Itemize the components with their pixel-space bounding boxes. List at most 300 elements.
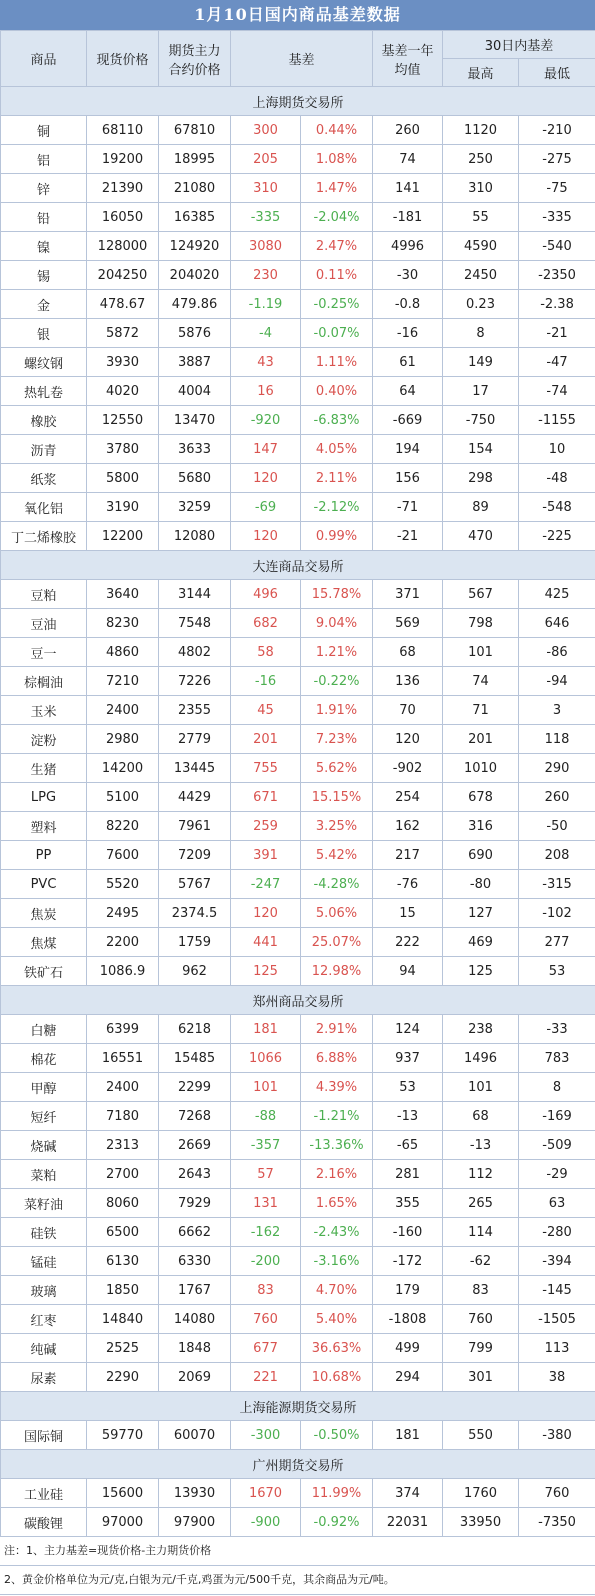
cell-basis: 221 bbox=[231, 1363, 301, 1392]
header-basis-avg-line2: 均值 bbox=[394, 62, 421, 78]
cell-basis: 131 bbox=[231, 1189, 301, 1218]
section-title: 上海能源期货交易所 bbox=[1, 1392, 595, 1421]
cell-30d-low: -280 bbox=[519, 1218, 595, 1247]
cell-basis-pct: 7.23% bbox=[301, 725, 373, 754]
cell-30d-high: 567 bbox=[443, 580, 519, 609]
cell-commodity: 锡 bbox=[1, 261, 87, 290]
table-row bbox=[1, 783, 595, 812]
cell-basis-avg: 15 bbox=[373, 899, 443, 928]
cell-30d-high: 154 bbox=[443, 435, 519, 464]
cell-basis: 259 bbox=[231, 812, 301, 841]
cell-30d-high: -13 bbox=[443, 1131, 519, 1160]
cell-30d-low: -48 bbox=[519, 464, 595, 493]
cell-basis: 496 bbox=[231, 580, 301, 609]
cell-basis-avg: -21 bbox=[373, 522, 443, 551]
cell-30d-high: 17 bbox=[443, 377, 519, 406]
cell-basis: 201 bbox=[231, 725, 301, 754]
cell-basis-pct: 4.70% bbox=[301, 1276, 373, 1305]
cell-spot-price: 6399 bbox=[87, 1015, 159, 1044]
cell-30d-low: 646 bbox=[519, 609, 595, 638]
cell-futures-price: 3144 bbox=[159, 580, 231, 609]
cell-30d-high: 68 bbox=[443, 1102, 519, 1131]
cell-30d-low: -145 bbox=[519, 1276, 595, 1305]
cell-commodity: 塑料 bbox=[1, 812, 87, 841]
table-row bbox=[1, 319, 595, 348]
cell-basis-avg: 355 bbox=[373, 1189, 443, 1218]
cell-basis: -357 bbox=[231, 1131, 301, 1160]
table-row bbox=[1, 667, 595, 696]
cell-30d-high: 112 bbox=[443, 1160, 519, 1189]
cell-spot-price: 68110 bbox=[87, 116, 159, 145]
cell-basis-avg: -76 bbox=[373, 870, 443, 899]
cell-basis-avg: 499 bbox=[373, 1334, 443, 1363]
cell-futures-price: 2779 bbox=[159, 725, 231, 754]
cell-futures-price: 4802 bbox=[159, 638, 231, 667]
cell-basis-avg: 254 bbox=[373, 783, 443, 812]
cell-spot-price: 8060 bbox=[87, 1189, 159, 1218]
cell-commodity: 橡胶 bbox=[1, 406, 87, 435]
cell-futures-price: 2069 bbox=[159, 1363, 231, 1392]
cell-basis: 682 bbox=[231, 609, 301, 638]
header-spot-price: 现货价格 bbox=[87, 31, 159, 87]
cell-basis-pct: 1.91% bbox=[301, 696, 373, 725]
table-row bbox=[1, 725, 595, 754]
table-row bbox=[1, 290, 595, 319]
table-row bbox=[1, 377, 595, 406]
cell-30d-low: 113 bbox=[519, 1334, 595, 1363]
cell-30d-high: 201 bbox=[443, 725, 519, 754]
table-row bbox=[1, 812, 595, 841]
cell-30d-high: 101 bbox=[443, 1073, 519, 1102]
cell-30d-high: 316 bbox=[443, 812, 519, 841]
cell-commodity: 甲醇 bbox=[1, 1073, 87, 1102]
cell-basis-pct: 1.65% bbox=[301, 1189, 373, 1218]
cell-basis-avg: -30 bbox=[373, 261, 443, 290]
cell-spot-price: 3780 bbox=[87, 435, 159, 464]
cell-basis-avg: 61 bbox=[373, 348, 443, 377]
cell-basis-avg: -0.8 bbox=[373, 290, 443, 319]
cell-futures-price: 204020 bbox=[159, 261, 231, 290]
cell-basis: 16 bbox=[231, 377, 301, 406]
cell-spot-price: 2495 bbox=[87, 899, 159, 928]
cell-basis-pct: 1.21% bbox=[301, 638, 373, 667]
cell-basis-pct: 9.04% bbox=[301, 609, 373, 638]
cell-30d-low: 760 bbox=[519, 1479, 595, 1508]
table-row bbox=[1, 1015, 595, 1044]
table-row bbox=[1, 1247, 595, 1276]
footnotes bbox=[0, 1537, 595, 1595]
cell-basis: 147 bbox=[231, 435, 301, 464]
section-header-row bbox=[1, 1392, 595, 1421]
cell-basis: 120 bbox=[231, 464, 301, 493]
cell-spot-price: 2400 bbox=[87, 696, 159, 725]
cell-30d-low: -21 bbox=[519, 319, 595, 348]
cell-basis-avg: -669 bbox=[373, 406, 443, 435]
cell-basis-avg: 74 bbox=[373, 145, 443, 174]
cell-futures-price: 4004 bbox=[159, 377, 231, 406]
cell-commodity: PVC bbox=[1, 870, 87, 899]
cell-30d-high: 4590 bbox=[443, 232, 519, 261]
cell-futures-price: 97900 bbox=[159, 1508, 231, 1537]
cell-basis-pct: 5.40% bbox=[301, 1305, 373, 1334]
cell-futures-price: 13930 bbox=[159, 1479, 231, 1508]
cell-futures-price: 15485 bbox=[159, 1044, 231, 1073]
cell-basis-avg: 53 bbox=[373, 1073, 443, 1102]
cell-commodity: 热轧卷 bbox=[1, 377, 87, 406]
cell-basis-avg: 374 bbox=[373, 1479, 443, 1508]
cell-basis: -16 bbox=[231, 667, 301, 696]
cell-spot-price: 2400 bbox=[87, 1073, 159, 1102]
cell-futures-price: 2299 bbox=[159, 1073, 231, 1102]
cell-30d-low: -540 bbox=[519, 232, 595, 261]
cell-30d-low: 3 bbox=[519, 696, 595, 725]
cell-commodity: 白糖 bbox=[1, 1015, 87, 1044]
table-row bbox=[1, 116, 595, 145]
cell-basis-avg: 371 bbox=[373, 580, 443, 609]
cell-futures-price: 6330 bbox=[159, 1247, 231, 1276]
cell-basis: 755 bbox=[231, 754, 301, 783]
cell-futures-price: 16385 bbox=[159, 203, 231, 232]
cell-spot-price: 21390 bbox=[87, 174, 159, 203]
table-row bbox=[1, 638, 595, 667]
cell-futures-price: 5876 bbox=[159, 319, 231, 348]
cell-30d-low: -210 bbox=[519, 116, 595, 145]
cell-futures-price: 5680 bbox=[159, 464, 231, 493]
cell-30d-high: 298 bbox=[443, 464, 519, 493]
cell-30d-high: 760 bbox=[443, 1305, 519, 1334]
cell-commodity: 棕榈油 bbox=[1, 667, 87, 696]
cell-commodity: 短纤 bbox=[1, 1102, 87, 1131]
cell-30d-low: 118 bbox=[519, 725, 595, 754]
cell-basis-avg: -65 bbox=[373, 1131, 443, 1160]
cell-basis-avg: 4996 bbox=[373, 232, 443, 261]
cell-30d-low: -94 bbox=[519, 667, 595, 696]
cell-commodity: 菜籽油 bbox=[1, 1189, 87, 1218]
cell-30d-low: -102 bbox=[519, 899, 595, 928]
cell-30d-high: 550 bbox=[443, 1421, 519, 1450]
cell-basis-avg: 217 bbox=[373, 841, 443, 870]
cell-basis-avg: 937 bbox=[373, 1044, 443, 1073]
cell-basis: 300 bbox=[231, 116, 301, 145]
cell-futures-price: 14080 bbox=[159, 1305, 231, 1334]
cell-spot-price: 3930 bbox=[87, 348, 159, 377]
cell-30d-low: -74 bbox=[519, 377, 595, 406]
cell-basis-avg: 22031 bbox=[373, 1508, 443, 1537]
cell-basis: 760 bbox=[231, 1305, 301, 1334]
cell-basis-pct: 1.47% bbox=[301, 174, 373, 203]
cell-futures-price: 1767 bbox=[159, 1276, 231, 1305]
cell-30d-low: 208 bbox=[519, 841, 595, 870]
cell-basis-pct: 5.42% bbox=[301, 841, 373, 870]
cell-commodity: 螺纹钢 bbox=[1, 348, 87, 377]
cell-basis: 310 bbox=[231, 174, 301, 203]
cell-futures-price: 2374.5 bbox=[159, 899, 231, 928]
table-row bbox=[1, 348, 595, 377]
cell-spot-price: 2313 bbox=[87, 1131, 159, 1160]
cell-30d-low: -275 bbox=[519, 145, 595, 174]
section-header-row bbox=[1, 551, 595, 580]
cell-commodity: 金 bbox=[1, 290, 87, 319]
cell-basis-avg: -181 bbox=[373, 203, 443, 232]
cell-basis-avg: -71 bbox=[373, 493, 443, 522]
cell-basis-avg: 141 bbox=[373, 174, 443, 203]
cell-basis: 1670 bbox=[231, 1479, 301, 1508]
cell-basis-pct: 3.25% bbox=[301, 812, 373, 841]
cell-spot-price: 16050 bbox=[87, 203, 159, 232]
cell-basis-pct: 6.88% bbox=[301, 1044, 373, 1073]
cell-basis-avg: -902 bbox=[373, 754, 443, 783]
cell-spot-price: 2200 bbox=[87, 928, 159, 957]
table-row bbox=[1, 1102, 595, 1131]
cell-spot-price: 1086.9 bbox=[87, 957, 159, 986]
cell-30d-low: 260 bbox=[519, 783, 595, 812]
cell-basis-avg: 120 bbox=[373, 725, 443, 754]
cell-30d-low: -548 bbox=[519, 493, 595, 522]
cell-basis: -920 bbox=[231, 406, 301, 435]
section-title: 郑州商品交易所 bbox=[1, 986, 595, 1015]
cell-30d-low: -1505 bbox=[519, 1305, 595, 1334]
cell-spot-price: 14840 bbox=[87, 1305, 159, 1334]
header-futures-line1: 期货主力 bbox=[168, 43, 221, 59]
cell-30d-low: -2.38 bbox=[519, 290, 595, 319]
table-row bbox=[1, 1479, 595, 1508]
cell-spot-price: 97000 bbox=[87, 1508, 159, 1537]
cell-30d-high: 798 bbox=[443, 609, 519, 638]
header-basis-30d: 30日内基差 bbox=[443, 31, 595, 59]
section-title: 上海期货交易所 bbox=[1, 87, 595, 116]
cell-basis-pct: 4.39% bbox=[301, 1073, 373, 1102]
table-row bbox=[1, 1508, 595, 1537]
cell-basis: -1.19 bbox=[231, 290, 301, 319]
cell-spot-price: 478.67 bbox=[87, 290, 159, 319]
table-row bbox=[1, 1131, 595, 1160]
cell-basis-pct: -13.36% bbox=[301, 1131, 373, 1160]
cell-basis: -88 bbox=[231, 1102, 301, 1131]
cell-futures-price: 7209 bbox=[159, 841, 231, 870]
cell-spot-price: 2980 bbox=[87, 725, 159, 754]
cell-30d-low: -380 bbox=[519, 1421, 595, 1450]
cell-spot-price: 19200 bbox=[87, 145, 159, 174]
table-row bbox=[1, 841, 595, 870]
cell-basis: 57 bbox=[231, 1160, 301, 1189]
cell-basis: -4 bbox=[231, 319, 301, 348]
cell-futures-price: 7548 bbox=[159, 609, 231, 638]
cell-30d-high: 71 bbox=[443, 696, 519, 725]
table-row bbox=[1, 928, 595, 957]
cell-commodity: 碳酸锂 bbox=[1, 1508, 87, 1537]
cell-commodity: 烧碱 bbox=[1, 1131, 87, 1160]
cell-basis: 671 bbox=[231, 783, 301, 812]
cell-30d-high: 1010 bbox=[443, 754, 519, 783]
cell-basis-avg: 222 bbox=[373, 928, 443, 957]
table-row bbox=[1, 1160, 595, 1189]
table-row bbox=[1, 1073, 595, 1102]
table-row bbox=[1, 696, 595, 725]
cell-basis-pct: 10.68% bbox=[301, 1363, 373, 1392]
cell-commodity: 豆油 bbox=[1, 609, 87, 638]
cell-spot-price: 7600 bbox=[87, 841, 159, 870]
cell-basis: -69 bbox=[231, 493, 301, 522]
cell-futures-price: 7226 bbox=[159, 667, 231, 696]
cell-30d-high: 469 bbox=[443, 928, 519, 957]
cell-commodity: 生猪 bbox=[1, 754, 87, 783]
cell-commodity: 淀粉 bbox=[1, 725, 87, 754]
cell-spot-price: 2525 bbox=[87, 1334, 159, 1363]
cell-futures-price: 21080 bbox=[159, 174, 231, 203]
cell-commodity: PP bbox=[1, 841, 87, 870]
cell-basis-pct: -6.83% bbox=[301, 406, 373, 435]
cell-30d-low: 425 bbox=[519, 580, 595, 609]
cell-basis-pct: 5.62% bbox=[301, 754, 373, 783]
cell-commodity: 镍 bbox=[1, 232, 87, 261]
cell-basis: 391 bbox=[231, 841, 301, 870]
cell-basis: 120 bbox=[231, 899, 301, 928]
cell-futures-price: 124920 bbox=[159, 232, 231, 261]
cell-30d-high: 310 bbox=[443, 174, 519, 203]
cell-spot-price: 12200 bbox=[87, 522, 159, 551]
cell-spot-price: 7210 bbox=[87, 667, 159, 696]
cell-basis-pct: -0.50% bbox=[301, 1421, 373, 1450]
cell-basis: 125 bbox=[231, 957, 301, 986]
cell-commodity: 铝 bbox=[1, 145, 87, 174]
cell-30d-low: 277 bbox=[519, 928, 595, 957]
table-body bbox=[1, 87, 595, 1537]
header-futures-line2: 合约价格 bbox=[168, 62, 221, 78]
cell-30d-low: -7350 bbox=[519, 1508, 595, 1537]
cell-30d-high: -62 bbox=[443, 1247, 519, 1276]
cell-30d-low: -2350 bbox=[519, 261, 595, 290]
cell-commodity: 玻璃 bbox=[1, 1276, 87, 1305]
table-row bbox=[1, 1218, 595, 1247]
cell-30d-low: 290 bbox=[519, 754, 595, 783]
cell-commodity: 铅 bbox=[1, 203, 87, 232]
cell-futures-price: 13470 bbox=[159, 406, 231, 435]
cell-commodity: 硅铁 bbox=[1, 1218, 87, 1247]
cell-commodity: 氧化铝 bbox=[1, 493, 87, 522]
cell-basis: 83 bbox=[231, 1276, 301, 1305]
cell-basis: 43 bbox=[231, 348, 301, 377]
cell-30d-high: 114 bbox=[443, 1218, 519, 1247]
cell-commodity: 焦炭 bbox=[1, 899, 87, 928]
cell-spot-price: 2290 bbox=[87, 1363, 159, 1392]
cell-basis-pct: -0.25% bbox=[301, 290, 373, 319]
cell-spot-price: 5100 bbox=[87, 783, 159, 812]
cell-futures-price: 18995 bbox=[159, 145, 231, 174]
cell-basis-pct: -0.92% bbox=[301, 1508, 373, 1537]
cell-spot-price: 3640 bbox=[87, 580, 159, 609]
cell-basis-avg: 156 bbox=[373, 464, 443, 493]
cell-basis-pct: 2.11% bbox=[301, 464, 373, 493]
section-header-row bbox=[1, 986, 595, 1015]
cell-basis-avg: 194 bbox=[373, 435, 443, 464]
cell-basis: -900 bbox=[231, 1508, 301, 1537]
cell-30d-low: -335 bbox=[519, 203, 595, 232]
cell-basis-pct: 2.91% bbox=[301, 1015, 373, 1044]
cell-basis-pct: -0.22% bbox=[301, 667, 373, 696]
cell-30d-low: -315 bbox=[519, 870, 595, 899]
cell-basis-avg: 569 bbox=[373, 609, 443, 638]
cell-basis: -200 bbox=[231, 1247, 301, 1276]
cell-30d-low: 63 bbox=[519, 1189, 595, 1218]
cell-basis-pct: 5.06% bbox=[301, 899, 373, 928]
cell-30d-high: 125 bbox=[443, 957, 519, 986]
cell-spot-price: 2700 bbox=[87, 1160, 159, 1189]
cell-basis: 181 bbox=[231, 1015, 301, 1044]
cell-basis: 3080 bbox=[231, 232, 301, 261]
cell-basis: -335 bbox=[231, 203, 301, 232]
cell-commodity: 国际铜 bbox=[1, 1421, 87, 1450]
cell-spot-price: 5872 bbox=[87, 319, 159, 348]
header-basis: 基差 bbox=[231, 31, 373, 87]
cell-30d-low: -1155 bbox=[519, 406, 595, 435]
cell-30d-high: 0.23 bbox=[443, 290, 519, 319]
cell-spot-price: 5800 bbox=[87, 464, 159, 493]
table-row bbox=[1, 1305, 595, 1334]
cell-basis: 205 bbox=[231, 145, 301, 174]
cell-30d-low: -29 bbox=[519, 1160, 595, 1189]
cell-30d-low: 8 bbox=[519, 1073, 595, 1102]
cell-basis: -300 bbox=[231, 1421, 301, 1450]
cell-basis-avg: 162 bbox=[373, 812, 443, 841]
cell-commodity: 豆粕 bbox=[1, 580, 87, 609]
cell-30d-high: 690 bbox=[443, 841, 519, 870]
cell-30d-high: 1496 bbox=[443, 1044, 519, 1073]
cell-basis-pct: 0.44% bbox=[301, 116, 373, 145]
cell-spot-price: 15600 bbox=[87, 1479, 159, 1508]
header-commodity: 商品 bbox=[1, 31, 87, 87]
cell-basis-pct: 11.99% bbox=[301, 1479, 373, 1508]
page-title: 1月10日国内商品基差数据 bbox=[0, 0, 595, 30]
cell-spot-price: 3190 bbox=[87, 493, 159, 522]
cell-30d-high: 238 bbox=[443, 1015, 519, 1044]
cell-basis-pct: 12.98% bbox=[301, 957, 373, 986]
table-row bbox=[1, 145, 595, 174]
cell-basis: 230 bbox=[231, 261, 301, 290]
cell-futures-price: 4429 bbox=[159, 783, 231, 812]
table-row bbox=[1, 493, 595, 522]
cell-commodity: 尿素 bbox=[1, 1363, 87, 1392]
cell-basis: 45 bbox=[231, 696, 301, 725]
cell-spot-price: 12550 bbox=[87, 406, 159, 435]
cell-commodity: 银 bbox=[1, 319, 87, 348]
table-row bbox=[1, 870, 595, 899]
cell-spot-price: 4860 bbox=[87, 638, 159, 667]
cell-commodity: 纸浆 bbox=[1, 464, 87, 493]
cell-30d-low: -33 bbox=[519, 1015, 595, 1044]
table-row bbox=[1, 899, 595, 928]
header-high: 最高 bbox=[443, 59, 519, 87]
footnote-1: 注：1、主力基差=现货价格-主力期货价格 bbox=[0, 1537, 595, 1566]
table-row bbox=[1, 1421, 595, 1450]
cell-futures-price: 6662 bbox=[159, 1218, 231, 1247]
cell-spot-price: 1850 bbox=[87, 1276, 159, 1305]
cell-basis: 677 bbox=[231, 1334, 301, 1363]
table-row bbox=[1, 232, 595, 261]
cell-basis-pct: 0.40% bbox=[301, 377, 373, 406]
cell-30d-high: 55 bbox=[443, 203, 519, 232]
cell-basis-avg: 260 bbox=[373, 116, 443, 145]
cell-futures-price: 13445 bbox=[159, 754, 231, 783]
cell-30d-low: -169 bbox=[519, 1102, 595, 1131]
header-futures-price bbox=[159, 31, 231, 87]
cell-30d-high: 83 bbox=[443, 1276, 519, 1305]
cell-spot-price: 128000 bbox=[87, 232, 159, 261]
cell-30d-high: 301 bbox=[443, 1363, 519, 1392]
table-row bbox=[1, 609, 595, 638]
table-row bbox=[1, 464, 595, 493]
cell-spot-price: 6130 bbox=[87, 1247, 159, 1276]
cell-basis-avg: 281 bbox=[373, 1160, 443, 1189]
